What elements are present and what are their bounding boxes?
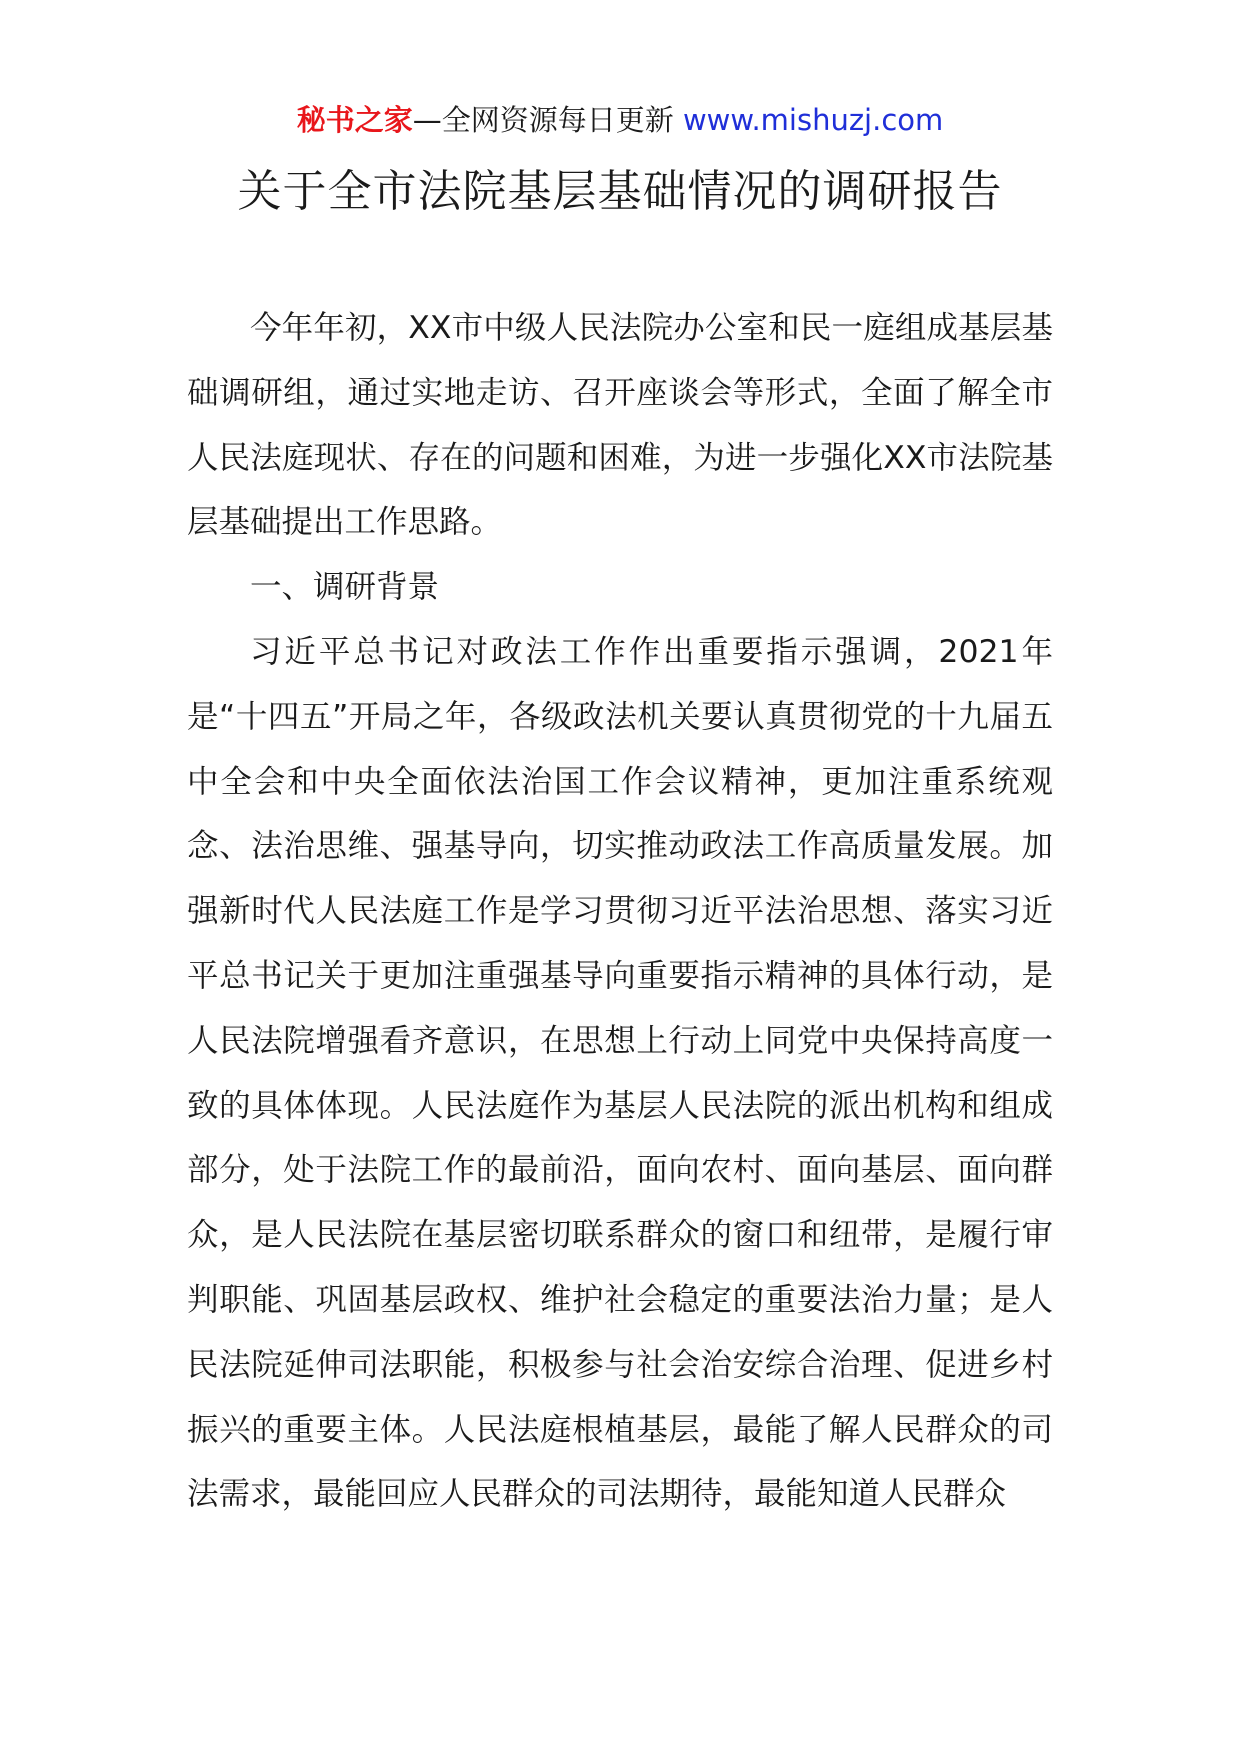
site-url-link[interactable]: www.mishuzj.com [682,103,944,137]
paragraph-background: 习近平总书记对政法工作作出重要指示强调，2021年是“十四五”开局之年，各级政法机关要认真贯彻党的十九届五中全会和中央全面依法治国工作会议精神，更加注重系统观念、法治思维、强基导向，切实推动政法工作高质量发展。加强新时代人民法庭工作是学习贯彻习近平法治思想、落实习近平总书记关于更加注重强基导向重要指示精神的具体行动，是人民法院增强看齐意识，在思想上行动上同党中央保持高度一致的具体体现。人民法庭作为基层人民法院的派出机构和组成部分，处于法院工作的最前沿，面向农村、面向基层、面向群众，是人民法院在基层密切联系群众的窗口和纽带，是履行审判职能、巩固基层政权、维护社会稳定的重要法治力量；是人民法院延伸司法职能，积极参与社会治安综合治理、促进乡村振兴的重要主体。人民法庭根植基层，最能了解人民群众的司法需求，最能回应人民群众的司法期待，最能知道人民群众 [187,633,1053,1513]
document-body [187,296,1053,1527]
paragraph-intro: 今年年初，XX市中级人民法院办公室和民一庭组成基层基础调研组，通过实地走访、召开座谈会等形式，全面了解全市人民法庭现状、存在的问题和困难，为进一步强化XX市法院基层基础提出工作思路。 [187,310,1053,541]
brand-name: 秘书之家 [296,103,413,137]
header-tagline: —全网资源每日更新 [412,103,674,137]
document-title: 关于全市法院基层基础情况的调研报告 [237,166,1003,217]
site-header [0,100,1240,140]
section-heading: 一、调研背景 [250,569,440,606]
